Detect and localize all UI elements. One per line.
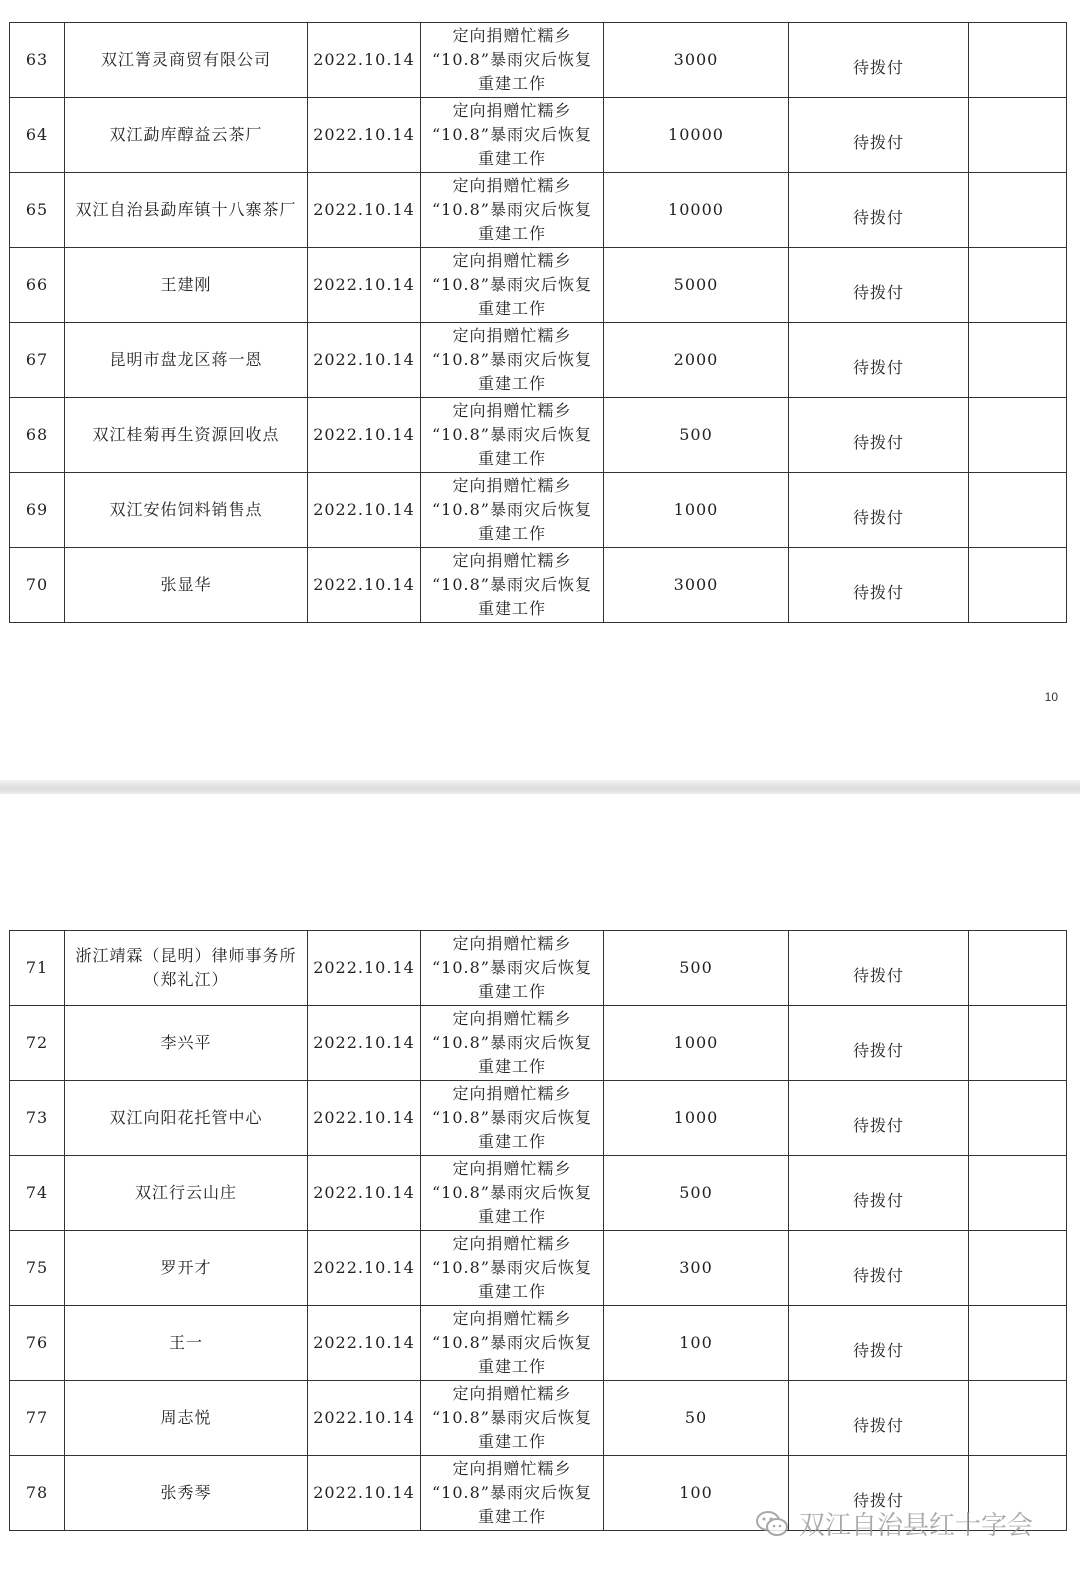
donation-purpose — [421, 1306, 604, 1381]
table-row — [10, 323, 1067, 398]
row-number: 73 — [10, 1081, 65, 1156]
donation-date: 2022.10.14 — [308, 1081, 421, 1156]
donor-name: 李兴平 — [65, 1006, 308, 1081]
purpose-line: 重建工作 — [477, 299, 546, 318]
donation-amount: 1000 — [604, 473, 789, 548]
payment-status: 待拨付 — [789, 23, 969, 98]
remarks-cell — [969, 931, 1067, 1006]
purpose-line: 重建工作 — [477, 1282, 546, 1301]
payment-status: 待拨付 — [789, 323, 969, 398]
purpose-line: 重建工作 — [477, 1132, 546, 1151]
purpose-line: “10.8”暴雨灾后恢复 — [432, 425, 592, 444]
payment-status: 待拨付 — [789, 1381, 969, 1456]
purpose-line: “10.8”暴雨灾后恢复 — [432, 500, 592, 519]
donation-amount: 100 — [604, 1306, 789, 1381]
payment-status: 待拨付 — [789, 173, 969, 248]
purpose-line: 定向捐赠忙糯乡 — [452, 1084, 572, 1103]
donation-date: 2022.10.14 — [308, 173, 421, 248]
donation-date: 2022.10.14 — [308, 248, 421, 323]
table-row — [10, 98, 1067, 173]
remarks-cell — [969, 98, 1067, 173]
row-number: 64 — [10, 98, 65, 173]
row-number: 78 — [10, 1456, 65, 1531]
table-row — [10, 548, 1067, 623]
donation-table-page-1 — [9, 22, 1067, 623]
remarks-cell — [969, 1006, 1067, 1081]
wechat-icon — [755, 1510, 789, 1538]
watermark — [755, 1505, 1033, 1542]
row-number: 72 — [10, 1006, 65, 1081]
donation-amount: 100 — [604, 1456, 789, 1531]
purpose-line: 定向捐赠忙糯乡 — [452, 26, 572, 45]
purpose-line: “10.8”暴雨灾后恢复 — [432, 200, 592, 219]
remarks-cell — [969, 548, 1067, 623]
purpose-line: 重建工作 — [477, 74, 546, 93]
purpose-line: “10.8”暴雨灾后恢复 — [432, 125, 592, 144]
donor-name: 周志悦 — [65, 1381, 308, 1456]
row-number: 77 — [10, 1381, 65, 1456]
table-row — [10, 1381, 1067, 1456]
purpose-line: 定向捐赠忙糯乡 — [452, 1309, 572, 1328]
page-separator — [0, 780, 1080, 794]
remarks-cell — [969, 173, 1067, 248]
table-row — [10, 398, 1067, 473]
donation-amount: 500 — [604, 1156, 789, 1231]
table-row — [10, 248, 1067, 323]
purpose-line: “10.8”暴雨灾后恢复 — [432, 50, 592, 69]
donation-amount: 3000 — [604, 23, 789, 98]
donor-name: 浙江靖霖（昆明）律师事务所（郑礼江） — [65, 931, 308, 1006]
table-row — [10, 1231, 1067, 1306]
purpose-line: 重建工作 — [477, 524, 546, 543]
purpose-line: 重建工作 — [477, 449, 546, 468]
donor-name: 罗开才 — [65, 1231, 308, 1306]
donation-date: 2022.10.14 — [308, 1306, 421, 1381]
donor-name: 双江向阳花托管中心 — [65, 1081, 308, 1156]
remarks-cell — [969, 398, 1067, 473]
purpose-line: 定向捐赠忙糯乡 — [452, 176, 572, 195]
purpose-line: 定向捐赠忙糯乡 — [452, 401, 572, 420]
donor-name: 双江桂菊再生资源回收点 — [65, 398, 308, 473]
payment-status: 待拨付 — [789, 1231, 969, 1306]
payment-status: 待拨付 — [789, 248, 969, 323]
payment-status: 待拨付 — [789, 398, 969, 473]
donation-amount: 50 — [604, 1381, 789, 1456]
remarks-cell — [969, 323, 1067, 398]
purpose-line: “10.8”暴雨灾后恢复 — [432, 275, 592, 294]
donation-date: 2022.10.14 — [308, 1456, 421, 1531]
purpose-line: 定向捐赠忙糯乡 — [452, 101, 572, 120]
donation-amount: 3000 — [604, 548, 789, 623]
payment-status: 待拨付 — [789, 1456, 969, 1531]
purpose-line: 重建工作 — [477, 1507, 546, 1526]
donation-purpose — [421, 173, 604, 248]
donation-purpose — [421, 1006, 604, 1081]
row-number: 65 — [10, 173, 65, 248]
donation-amount: 500 — [604, 931, 789, 1006]
donation-purpose — [421, 323, 604, 398]
payment-status: 待拨付 — [789, 98, 969, 173]
purpose-line: 定向捐赠忙糯乡 — [452, 326, 572, 345]
payment-status: 待拨付 — [789, 1081, 969, 1156]
donation-amount: 10000 — [604, 98, 789, 173]
donation-date: 2022.10.14 — [308, 323, 421, 398]
donation-purpose — [421, 1156, 604, 1231]
purpose-line: 定向捐赠忙糯乡 — [452, 1234, 572, 1253]
purpose-line: “10.8”暴雨灾后恢复 — [432, 1033, 592, 1052]
donation-date: 2022.10.14 — [308, 398, 421, 473]
donation-amount: 10000 — [604, 173, 789, 248]
donor-name: 王一 — [65, 1306, 308, 1381]
donor-name: 双江行云山庄 — [65, 1156, 308, 1231]
table-row — [10, 1006, 1067, 1081]
page-number: 10 — [1044, 690, 1058, 704]
donation-date: 2022.10.14 — [308, 98, 421, 173]
donation-amount: 300 — [604, 1231, 789, 1306]
row-number: 76 — [10, 1306, 65, 1381]
row-number: 75 — [10, 1231, 65, 1306]
purpose-line: 定向捐赠忙糯乡 — [452, 934, 572, 953]
purpose-line: “10.8”暴雨灾后恢复 — [432, 1483, 592, 1502]
donation-purpose — [421, 398, 604, 473]
donation-purpose — [421, 1231, 604, 1306]
purpose-line: “10.8”暴雨灾后恢复 — [432, 575, 592, 594]
donation-purpose — [421, 931, 604, 1006]
row-number: 63 — [10, 23, 65, 98]
purpose-line: “10.8”暴雨灾后恢复 — [432, 958, 592, 977]
purpose-line: 定向捐赠忙糯乡 — [452, 476, 572, 495]
row-number: 67 — [10, 323, 65, 398]
remarks-cell — [969, 1231, 1067, 1306]
purpose-line: 重建工作 — [477, 149, 546, 168]
purpose-line: 重建工作 — [477, 1357, 546, 1376]
donation-table-page-2 — [9, 930, 1067, 1531]
donation-amount: 2000 — [604, 323, 789, 398]
donation-date: 2022.10.14 — [308, 1156, 421, 1231]
donor-name: 双江勐库醇益云茶厂 — [65, 98, 308, 173]
purpose-line: 定向捐赠忙糯乡 — [452, 551, 572, 570]
row-number: 70 — [10, 548, 65, 623]
remarks-cell — [969, 1156, 1067, 1231]
purpose-line: 重建工作 — [477, 224, 546, 243]
purpose-line: 定向捐赠忙糯乡 — [452, 1009, 572, 1028]
payment-status: 待拨付 — [789, 1156, 969, 1231]
purpose-line: “10.8”暴雨灾后恢复 — [432, 1408, 592, 1427]
remarks-cell — [969, 1306, 1067, 1381]
donor-name: 双江安佑饲料销售点 — [65, 473, 308, 548]
donation-purpose — [421, 1081, 604, 1156]
row-number: 74 — [10, 1156, 65, 1231]
payment-status: 待拨付 — [789, 473, 969, 548]
donation-amount: 5000 — [604, 248, 789, 323]
purpose-line: “10.8”暴雨灾后恢复 — [432, 350, 592, 369]
purpose-line: 重建工作 — [477, 982, 546, 1001]
table-row — [10, 1081, 1067, 1156]
donation-amount: 500 — [604, 398, 789, 473]
donor-name: 张秀琴 — [65, 1456, 308, 1531]
purpose-line: “10.8”暴雨灾后恢复 — [432, 1333, 592, 1352]
row-number: 66 — [10, 248, 65, 323]
purpose-line: 重建工作 — [477, 1057, 546, 1076]
donor-name: 双江自治县勐库镇十八寨茶厂 — [65, 173, 308, 248]
donation-purpose — [421, 1381, 604, 1456]
table-row — [10, 931, 1067, 1006]
payment-status: 待拨付 — [789, 548, 969, 623]
donation-date: 2022.10.14 — [308, 473, 421, 548]
payment-status: 待拨付 — [789, 1006, 969, 1081]
table-row — [10, 173, 1067, 248]
donation-purpose — [421, 1456, 604, 1531]
donor-name: 昆明市盘龙区蒋一恩 — [65, 323, 308, 398]
donor-name: 王建刚 — [65, 248, 308, 323]
table-row — [10, 1156, 1067, 1231]
donation-purpose — [421, 98, 604, 173]
purpose-line: 定向捐赠忙糯乡 — [452, 1459, 572, 1478]
purpose-line: 定向捐赠忙糯乡 — [452, 251, 572, 270]
remarks-cell — [969, 1081, 1067, 1156]
donation-date: 2022.10.14 — [308, 1006, 421, 1081]
donation-purpose — [421, 548, 604, 623]
purpose-line: 重建工作 — [477, 1432, 546, 1451]
remarks-cell — [969, 1381, 1067, 1456]
row-number: 71 — [10, 931, 65, 1006]
donation-date: 2022.10.14 — [308, 1231, 421, 1306]
table-row — [10, 1306, 1067, 1381]
purpose-line: “10.8”暴雨灾后恢复 — [432, 1258, 592, 1277]
donation-date: 2022.10.14 — [308, 548, 421, 623]
payment-status: 待拨付 — [789, 931, 969, 1006]
remarks-cell — [969, 473, 1067, 548]
donation-date: 2022.10.14 — [308, 23, 421, 98]
donation-date: 2022.10.14 — [308, 931, 421, 1006]
donor-name: 张显华 — [65, 548, 308, 623]
donation-amount: 1000 — [604, 1081, 789, 1156]
purpose-line: 定向捐赠忙糯乡 — [452, 1384, 572, 1403]
donation-purpose — [421, 248, 604, 323]
donation-purpose — [421, 23, 604, 98]
purpose-line: 重建工作 — [477, 599, 546, 618]
donation-purpose — [421, 473, 604, 548]
donor-name: 双江箐灵商贸有限公司 — [65, 23, 308, 98]
watermark-text: 双江自治县红十字会 — [799, 1511, 1034, 1541]
donation-amount: 1000 — [604, 1006, 789, 1081]
remarks-cell — [969, 248, 1067, 323]
table-row — [10, 23, 1067, 98]
remarks-cell — [969, 23, 1067, 98]
purpose-line: 重建工作 — [477, 1207, 546, 1226]
payment-status: 待拨付 — [789, 1306, 969, 1381]
purpose-line: “10.8”暴雨灾后恢复 — [432, 1183, 592, 1202]
table-row — [10, 473, 1067, 548]
purpose-line: “10.8”暴雨灾后恢复 — [432, 1108, 592, 1127]
purpose-line: 定向捐赠忙糯乡 — [452, 1159, 572, 1178]
donation-date: 2022.10.14 — [308, 1381, 421, 1456]
row-number: 69 — [10, 473, 65, 548]
purpose-line: 重建工作 — [477, 374, 546, 393]
row-number: 68 — [10, 398, 65, 473]
